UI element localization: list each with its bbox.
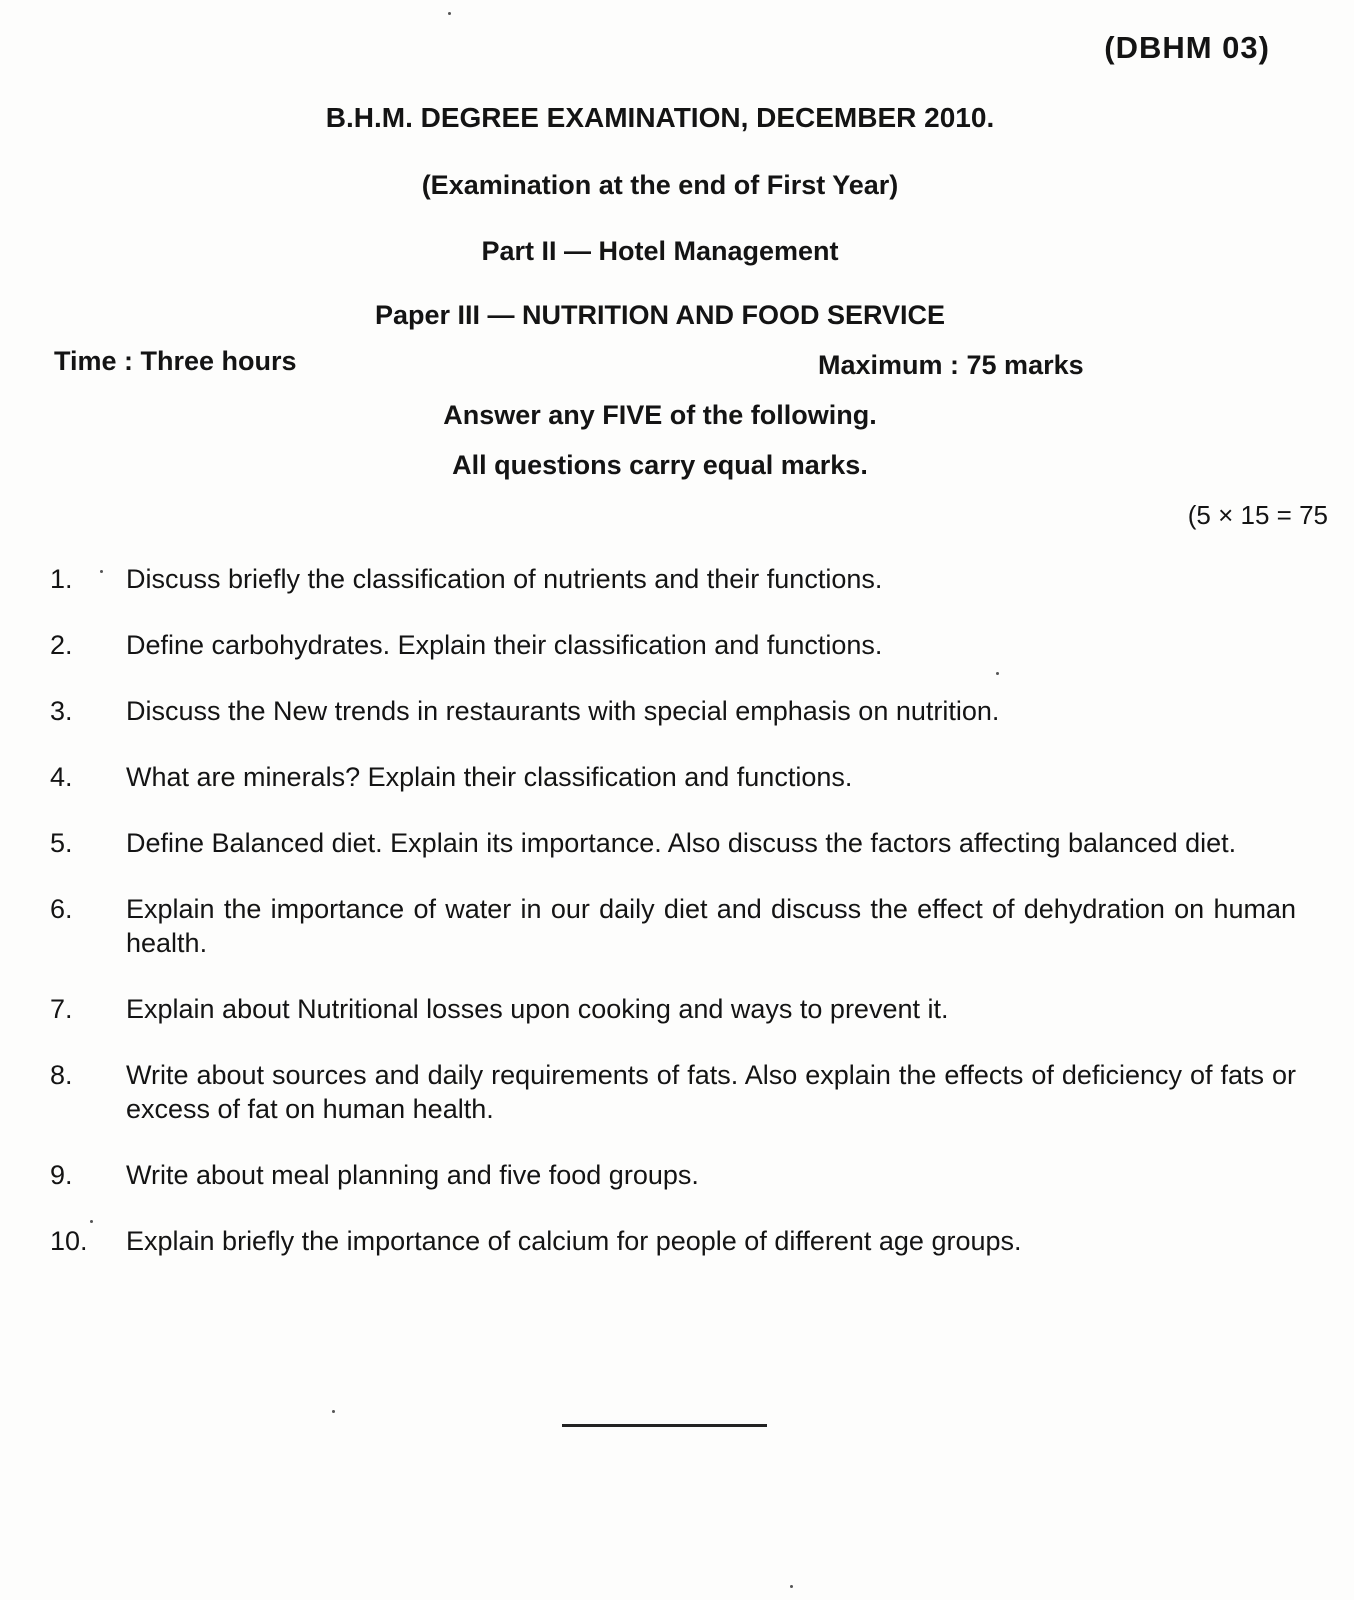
end-of-paper-rule (562, 1424, 767, 1427)
scan-speck (332, 1410, 335, 1413)
question-text: Explain the importance of water in our daily diet and discuss the effect of dehydration on human health. (126, 894, 1296, 958)
question-number: 10. (50, 1226, 88, 1256)
instruction-answer-five: Answer any FIVE of the following. (443, 400, 877, 430)
exam-subtitle: (Examination at the end of First Year) (421, 170, 899, 200)
scan-speck (448, 12, 451, 15)
question-item (46, 826, 1296, 860)
scan-speck (996, 672, 999, 675)
question-list (46, 562, 1296, 1290)
question-item (46, 694, 1296, 728)
question-number: 4. (50, 762, 73, 792)
question-item (46, 628, 1296, 662)
question-item (46, 760, 1296, 794)
question-text: Define carbohydrates. Explain their classification and functions. (126, 630, 883, 660)
question-item (46, 1058, 1296, 1126)
question-number: 1. (50, 564, 73, 594)
question-number: 2. (50, 630, 73, 660)
question-number: 5. (50, 828, 73, 858)
question-item (46, 892, 1296, 960)
instruction-equal-marks: All questions carry equal marks. (452, 450, 868, 480)
scan-speck (90, 1220, 93, 1223)
question-text: Write about meal planning and five food groups. (126, 1160, 699, 1190)
maximum-marks: Maximum : 75 marks (818, 350, 1084, 380)
question-text: Define Balanced diet. Explain its importance. Also discuss the factors affecting balanced diet. (126, 828, 1237, 858)
question-text: Discuss briefly the classification of nutrients and their functions. (126, 564, 883, 594)
part-heading: Part II — Hotel Management (481, 236, 839, 266)
question-number: 9. (50, 1160, 73, 1190)
question-number: 7. (50, 994, 73, 1024)
question-item (46, 562, 1296, 596)
paper-heading: Paper III — NUTRITION AND FOOD SERVICE (374, 300, 946, 330)
scan-speck (790, 1585, 793, 1588)
question-number: 6. (50, 894, 73, 924)
question-text: Explain briefly the importance of calcium for people of different age groups. (126, 1226, 1022, 1256)
question-number: 8. (50, 1060, 73, 1090)
question-text: Write about sources and daily requirements of fats. Also explain the effects of deficiency of fats or excess of fat on human health. (126, 1060, 1296, 1124)
question-item (46, 1158, 1296, 1192)
question-text: Discuss the New trends in restaurants with special emphasis on nutrition. (126, 696, 1000, 726)
question-item (46, 992, 1296, 1026)
marks-distribution: (5 × 15 = 75 (1187, 500, 1328, 530)
question-number: 3. (50, 696, 73, 726)
question-text: Explain about Nutritional losses upon cooking and ways to prevent it. (126, 994, 949, 1024)
question-text: What are minerals? Explain their classification and functions. (126, 762, 853, 792)
scan-speck (100, 570, 103, 573)
time-allowed: Time : Three hours (54, 346, 297, 376)
paper-code: (DBHM 03) (1104, 30, 1270, 65)
question-item (46, 1224, 1296, 1258)
exam-title: B.H.M. DEGREE EXAMINATION, DECEMBER 2010. (325, 102, 995, 133)
